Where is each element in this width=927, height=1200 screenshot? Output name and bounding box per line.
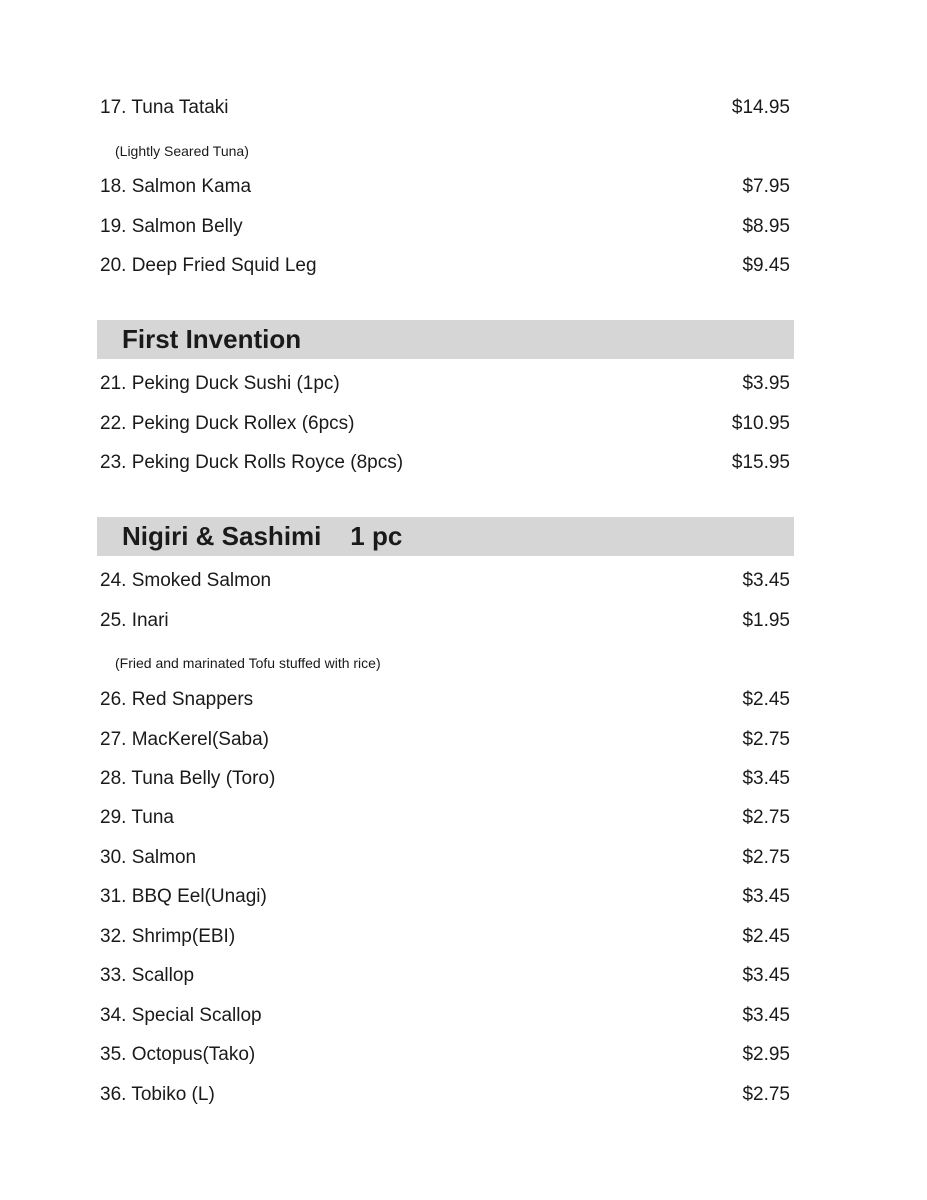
item-name: 26. Red Snappers bbox=[100, 689, 254, 710]
item-price: $3.45 bbox=[742, 886, 790, 907]
section-title: Nigiri & Sashimi 1 pc bbox=[122, 521, 403, 551]
item-name: 33. Scallop bbox=[100, 965, 195, 986]
item-name: 29. Tuna bbox=[100, 807, 174, 828]
menu-item bbox=[100, 924, 790, 950]
item-price: $2.45 bbox=[742, 689, 790, 710]
section-header-nigiri-sashimi bbox=[97, 517, 794, 556]
menu-item bbox=[100, 568, 790, 594]
menu-item bbox=[100, 805, 790, 831]
item-name: 23. Peking Duck Rolls Royce (8pcs) bbox=[100, 452, 404, 473]
item-name: 18. Salmon Kama bbox=[100, 176, 252, 197]
item-name: 30. Salmon bbox=[100, 847, 197, 868]
menu-item bbox=[100, 253, 790, 279]
menu-item bbox=[100, 766, 790, 792]
item-price: $3.95 bbox=[742, 373, 790, 394]
item-price: $14.95 bbox=[731, 97, 790, 118]
menu-item bbox=[100, 450, 790, 476]
section-header-first-invention bbox=[97, 320, 794, 359]
item-name: 27. MacKerel(Saba) bbox=[100, 729, 269, 750]
item-price: $3.45 bbox=[742, 768, 790, 789]
item-name: 20. Deep Fried Squid Leg bbox=[100, 255, 317, 276]
item-price: $2.75 bbox=[742, 847, 790, 868]
item-price: $3.45 bbox=[742, 965, 790, 986]
item-name: 28. Tuna Belly (Toro) bbox=[100, 768, 276, 789]
menu-item bbox=[100, 963, 790, 989]
menu-item bbox=[100, 214, 790, 240]
item-price: $9.45 bbox=[742, 255, 790, 276]
item-name: 31. BBQ Eel(Unagi) bbox=[100, 886, 267, 907]
item-note: (Lightly Seared Tuna) bbox=[115, 143, 249, 159]
item-price: $15.95 bbox=[731, 452, 790, 473]
item-name: 17. Tuna Tataki bbox=[100, 97, 229, 118]
item-name: 36. Tobiko (L) bbox=[100, 1084, 215, 1105]
item-name: 35. Octopus(Tako) bbox=[100, 1044, 256, 1065]
menu-item bbox=[100, 371, 790, 397]
item-price: $2.95 bbox=[742, 1044, 790, 1065]
menu-item bbox=[100, 411, 790, 437]
item-name: 32. Shrimp(EBI) bbox=[100, 926, 236, 947]
item-price: $2.75 bbox=[742, 1084, 790, 1105]
item-price: $2.75 bbox=[742, 807, 790, 828]
item-price: $8.95 bbox=[742, 216, 790, 237]
menu-item bbox=[100, 95, 790, 121]
item-price: $10.95 bbox=[731, 413, 790, 434]
menu-item bbox=[100, 845, 790, 871]
menu-item bbox=[100, 1082, 790, 1108]
menu-item bbox=[100, 884, 790, 910]
item-price: $2.75 bbox=[742, 729, 790, 750]
item-name: 19. Salmon Belly bbox=[100, 216, 243, 237]
menu-item bbox=[100, 1003, 790, 1029]
section-title: First Invention bbox=[122, 324, 302, 354]
menu-item bbox=[100, 687, 790, 713]
item-name: 21. Peking Duck Sushi (1pc) bbox=[100, 373, 340, 394]
item-price: $3.45 bbox=[742, 1005, 790, 1026]
menu-item bbox=[100, 174, 790, 200]
menu-item bbox=[100, 727, 790, 753]
item-name: 34. Special Scallop bbox=[100, 1005, 262, 1026]
menu-item bbox=[100, 1042, 790, 1068]
item-price: $1.95 bbox=[742, 610, 790, 631]
item-price: $3.45 bbox=[742, 570, 790, 591]
item-name: 25. Inari bbox=[100, 610, 169, 631]
item-name: 22. Peking Duck Rollex (6pcs) bbox=[100, 413, 355, 434]
item-price: $7.95 bbox=[742, 176, 790, 197]
menu-item bbox=[100, 608, 790, 634]
item-name: 24. Smoked Salmon bbox=[100, 570, 272, 591]
item-note: (Fried and marinated Tofu stuffed with rice) bbox=[115, 655, 381, 671]
item-price: $2.45 bbox=[742, 926, 790, 947]
